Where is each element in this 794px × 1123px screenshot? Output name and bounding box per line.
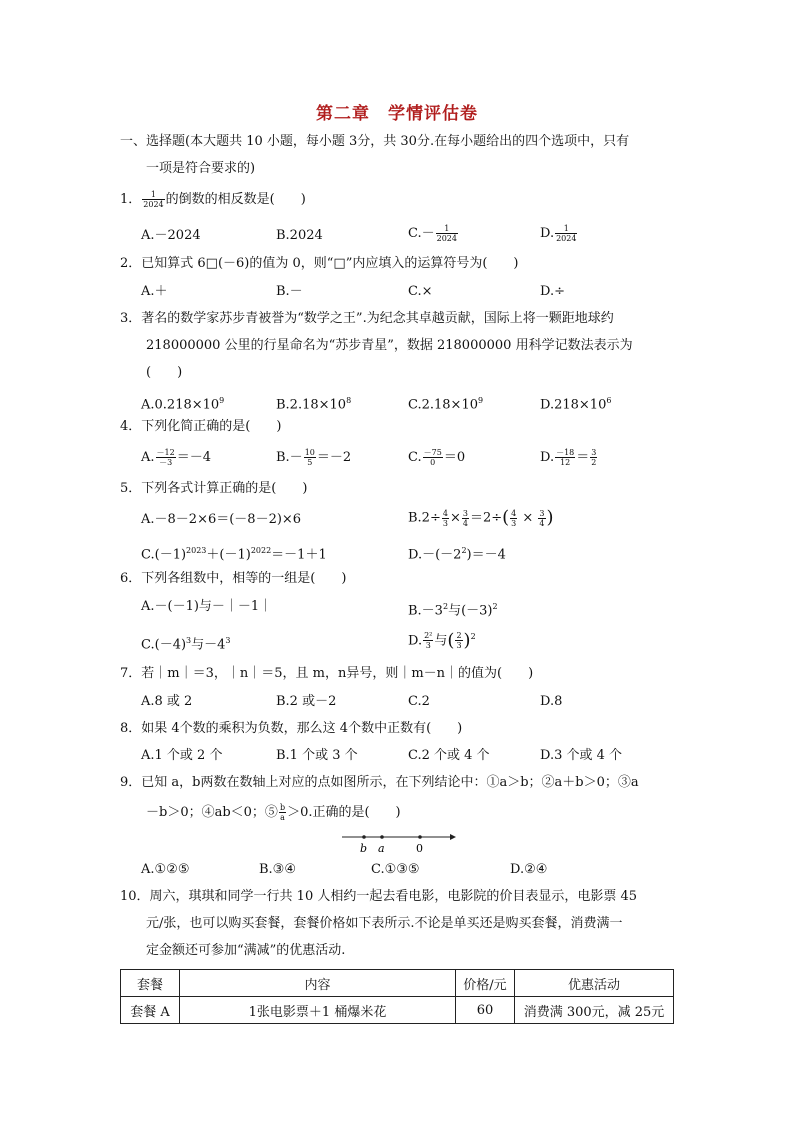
q5-option-b: B.2÷ $\frac{4}{3}$ × $\frac{3}{4}$ ＝2÷( $\frac{4}{3}$ × $\frac{3}{4}$ ) [408, 507, 554, 528]
q2-option-c: C.× [408, 284, 433, 299]
label-zero: 0 [416, 842, 423, 854]
table-cell: 1张电影票＋1 桶爆米花 [180, 997, 456, 1024]
question-10-cont2: 定金额还可参加“满减”的优惠活动. [146, 943, 346, 958]
q5-option-a: A.－8－2×6＝(－8－2)×6 [141, 512, 302, 527]
q3-option-d: $D.218\times 10^6$ [540, 396, 612, 413]
q2-option-b: B.－ [276, 284, 303, 299]
q3-option-c: $C.2.18\times 10^9$ [408, 396, 484, 413]
section-heading-cont: 一项是符合要求的) [146, 161, 256, 176]
table-header: 套餐 [121, 970, 180, 997]
question-7: 7．若｜m｜＝3，｜n｜＝5，且 m，n异号，则｜m－n｜的值为( ) [120, 666, 534, 681]
table-header-row [121, 970, 674, 997]
q4-option-a: A. $\frac{-12}{-3}$ ＝－4 [141, 448, 211, 467]
q6-option-a: A.－(－1)与－｜－1｜ [141, 599, 273, 614]
point-a [380, 835, 384, 839]
table-header: 内容 [180, 970, 456, 997]
table-cell: 消费满 300元，减 25元 [515, 997, 674, 1024]
page-title: 第二章 学情评估卷 [316, 104, 478, 124]
q9-option-b: B.③④ [259, 862, 296, 877]
question-2: 2．已知算式 6□(－6)的值为 0，则“□”内应填入的运算符号为( ) [120, 256, 519, 271]
fraction: $\frac{1}{2024}$ [143, 190, 164, 209]
question-4: 4．下列化简正确的是( ) [120, 419, 282, 434]
q2-option-a: A.＋ [141, 284, 168, 299]
table-cell: 60 [456, 997, 515, 1024]
q9-option-a: A.①②⑤ [141, 862, 190, 877]
question-8: 8．如果 4个数的乘积为负数，那么这 4个数中正数有( ) [120, 721, 463, 736]
table-header: 价格/元 [456, 970, 515, 997]
q8-option-c: C.2 个或 4 个 [408, 748, 490, 763]
table-row [121, 997, 674, 1024]
q8-option-b: B.1 个或 3 个 [276, 748, 358, 763]
label-a: a [378, 842, 385, 854]
q3-option-a: $A.0.218\times 10^9$ [141, 396, 225, 413]
q9-option-d: D.②④ [510, 862, 548, 877]
number-line [340, 828, 460, 854]
question-10: 10．周六，琪琪和同学一行共 10 人相约一起去看电影，电影院的价目表显示，电影票 45 [120, 889, 638, 904]
q8-option-a: A.1 个或 2 个 [141, 748, 223, 763]
q8-option-d: D.3 个或 4 个 [540, 748, 623, 763]
question-1: 1． $\frac{1}{2024}$ 的倒数的相反数是( ) [120, 190, 306, 209]
q1-option-b: B.2024 [276, 228, 323, 243]
q9-option-c: C.①③⑤ [371, 862, 420, 877]
section-heading: 一、选择题(本大题共 10 小题，每小题 3分，共 30分.在每小题给出的四个选项中，只有 [120, 134, 630, 149]
q7-option-b: B.2 或－2 [276, 694, 337, 709]
point-origin [418, 835, 422, 839]
question-10-cont: 元/张，也可以购买套餐，套餐价格如下表所示.不论是单买还是购买套餐，消费满一 [146, 916, 623, 931]
q4-option-c: C. $\frac{-75}{0}$ ＝0 [408, 448, 466, 467]
question-3: 3．著名的数学家苏步青被誉为“数学之王”.为纪念其卓越贡献，国际上将一颗距地球约 [120, 311, 614, 326]
question-9-cont: －b＞0；④ab＜0；⑤ $\frac{b}{a}$ ＞0.正确的是( ) [146, 803, 401, 822]
q4-option-d: D. $\frac{-18}{12}$ ＝ $\frac{3}{2}$ [540, 448, 597, 467]
q1-option-c: C.－ $\frac{1}{2024}$ [408, 224, 457, 243]
question-3-blank: ( ) [146, 365, 183, 380]
q5-option-d: $D.-(-2^2)=-4$ [408, 546, 506, 563]
q1-option-a: A.－2024 [141, 228, 201, 243]
point-b [362, 835, 366, 839]
q7-option-a: A.8 或 2 [141, 694, 193, 709]
package-table [120, 969, 674, 1024]
q7-option-c: C.2 [408, 694, 430, 709]
q5-option-c: $C.(-1)^{2023}+(-1)^{2022}=-1+1$ [141, 546, 327, 563]
q1-option-d: D. $\frac{1}{2024}$ [540, 224, 577, 243]
question-6: 6．下列各组数中，相等的一组是( ) [120, 571, 347, 586]
question-9: 9．已知 a，b两数在数轴上对应的点如图所示，在下列结论中：①a＞b；②a＋b＞0；③a [120, 775, 639, 790]
q6-option-c: $C.(-4)^3$与$-4^3$ [141, 636, 231, 653]
q7-option-d: D.8 [540, 694, 563, 709]
q3-option-b: $B.2.18\times 10^8$ [276, 396, 352, 413]
table-header: 优惠活动 [515, 970, 674, 997]
q6-option-d: D. $\frac{\text{2²}}{3}$ 与( $\frac{2}{3}$ )$^2$ [408, 629, 476, 651]
label-b: b [360, 842, 368, 854]
question-3-cont: 218000000 公里的行星命名为“苏步青星”，数据 218000000 用科学记数法表示为 [146, 338, 633, 353]
question-5: 5．下列各式计算正确的是( ) [120, 481, 308, 496]
q2-option-d: D.÷ [540, 284, 565, 299]
q4-option-b: B.－ $\frac{10}{5}$ ＝－2 [276, 448, 352, 467]
table-cell: 套餐 A [121, 997, 180, 1024]
q6-option-b: $B.-3^2$与$(-3)^2$ [408, 602, 498, 619]
